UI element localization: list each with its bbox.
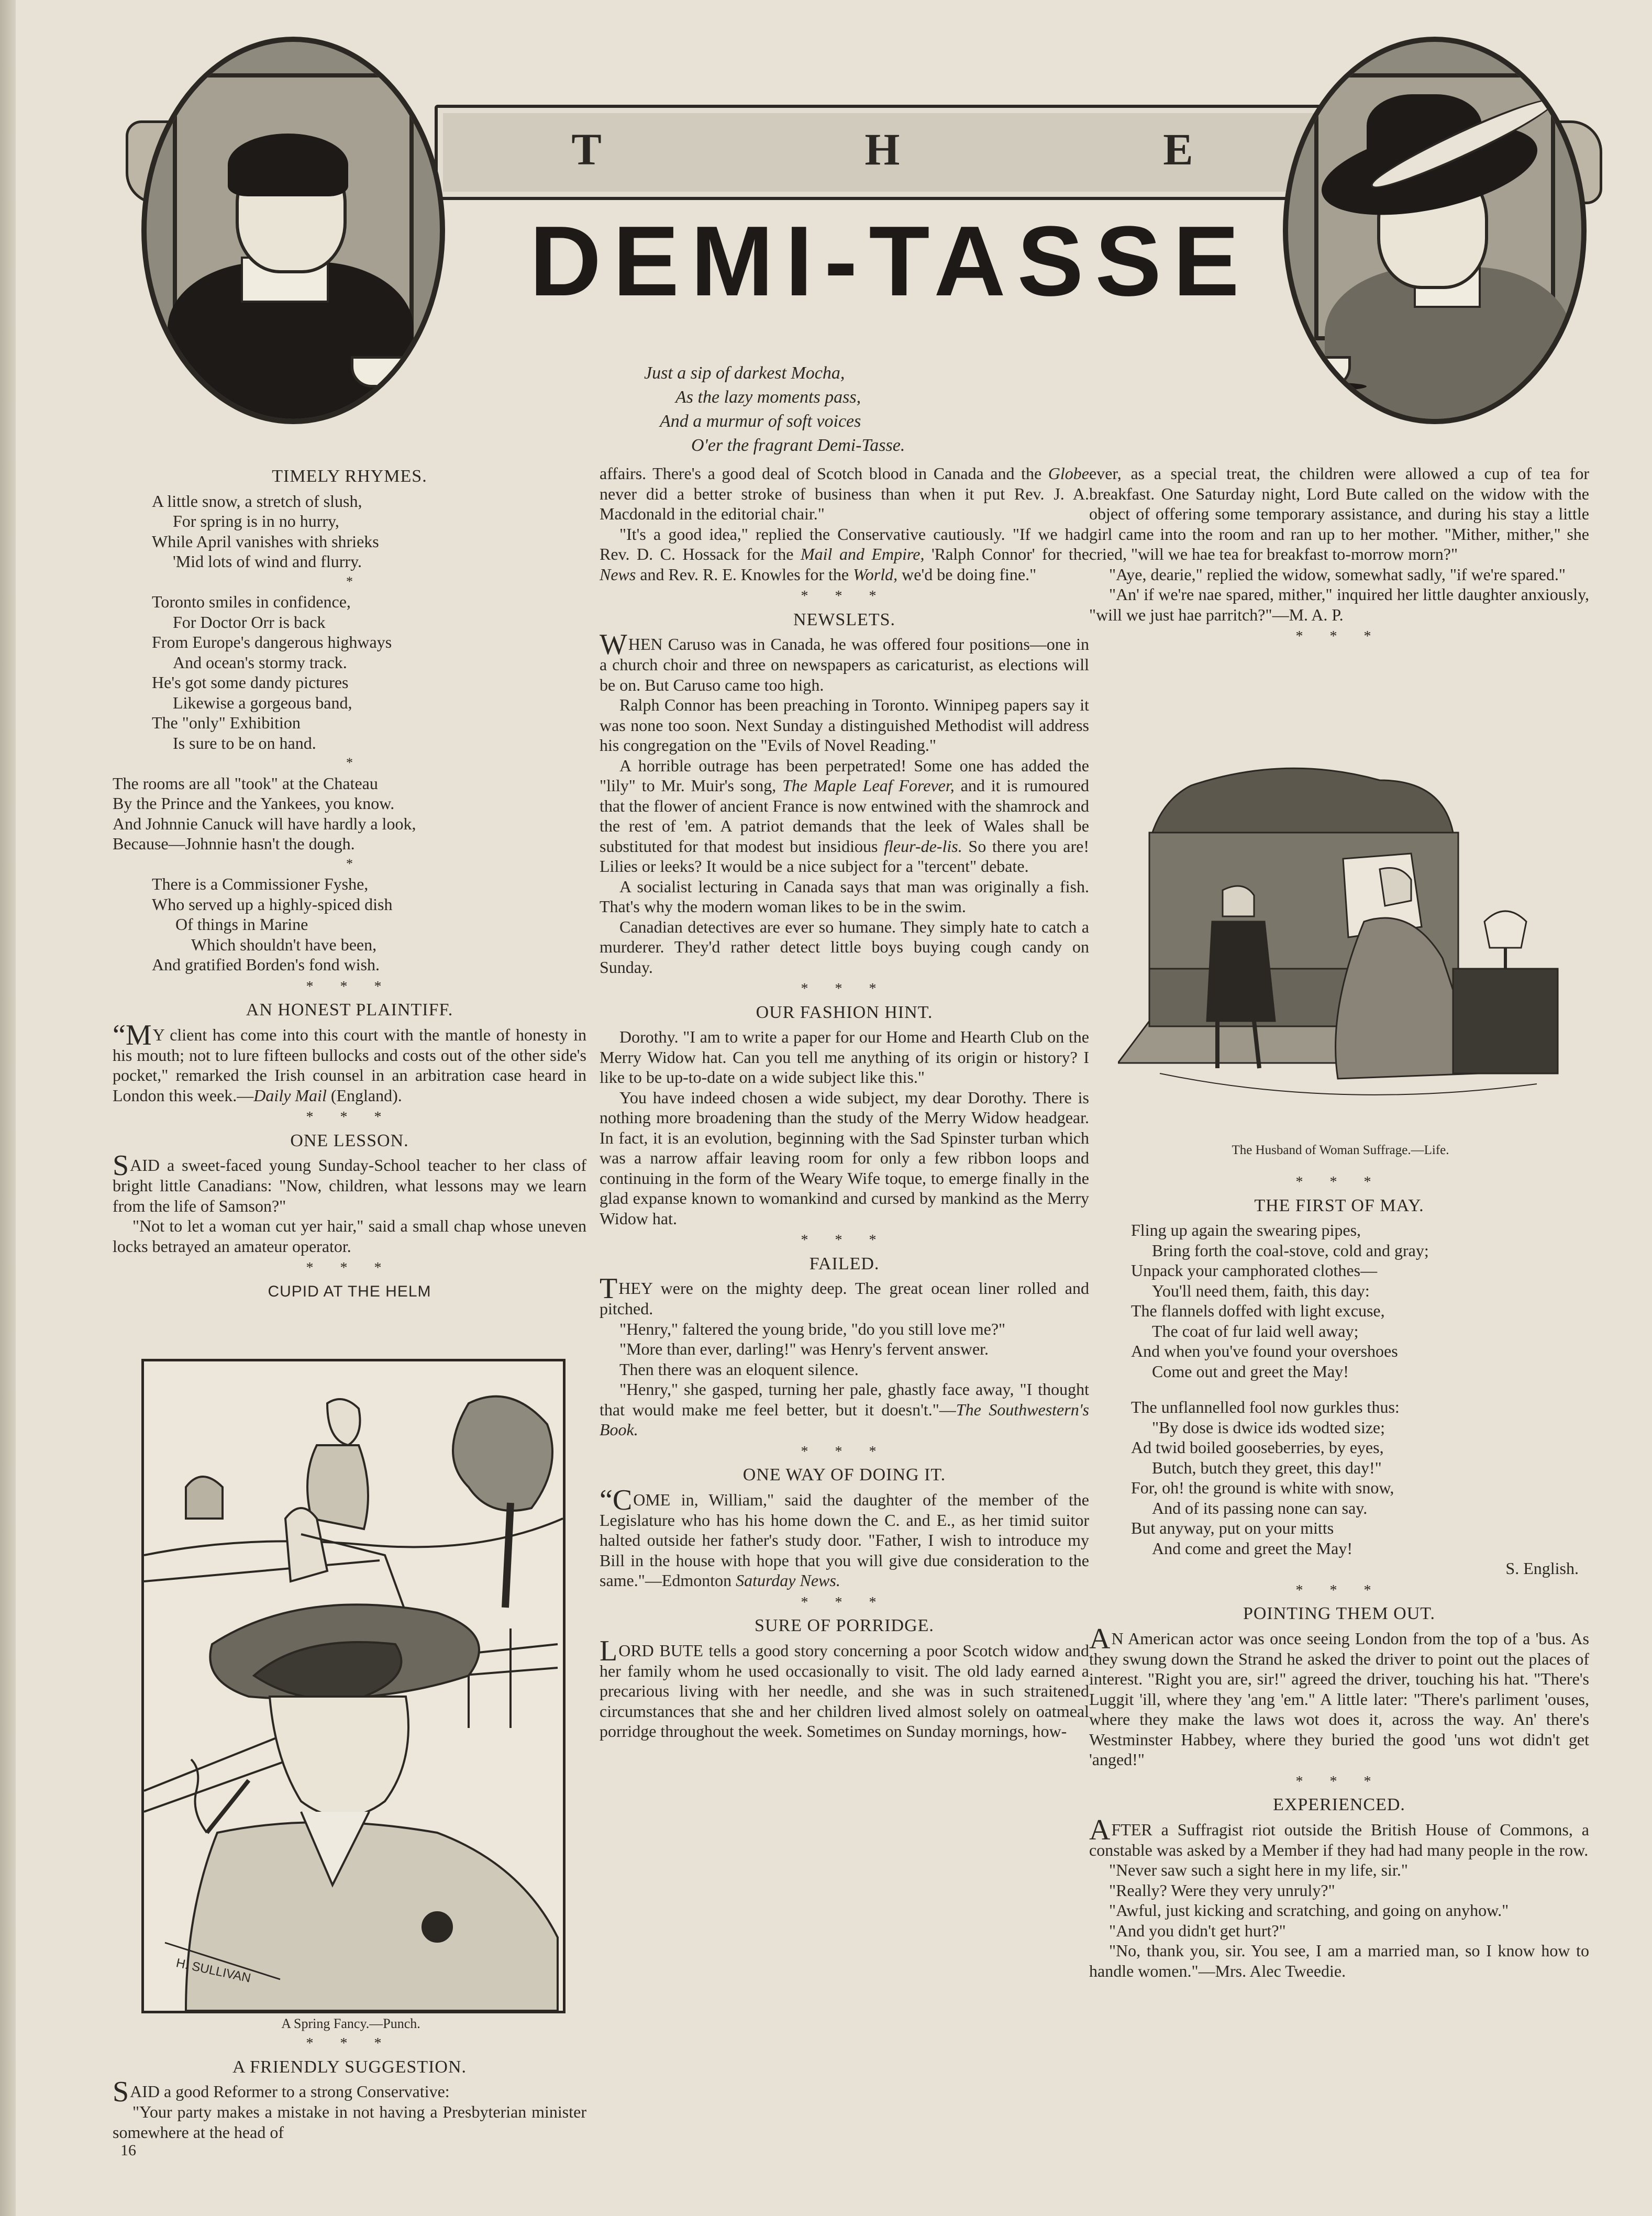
source-italic: Daily Mail xyxy=(253,1085,327,1105)
text-run: So there you are! Lilies or leeks? It would be a nice subject for a "tercent" debate. xyxy=(600,836,1089,876)
timely-rhymes-verse-2 xyxy=(113,592,586,753)
failed-heading: FAILED. xyxy=(809,1254,880,1273)
verse-line: And ocean's stormy track. xyxy=(173,652,347,672)
separator-star: * xyxy=(346,755,353,770)
letter-h: H xyxy=(864,124,911,174)
verse-line: A little snow, a stretch of slush, xyxy=(152,491,362,511)
text-run: "Henry," she gasped, turning her pale, ghastly face away, "I thought that would make me feel better, but it doesn't."— xyxy=(600,1380,1089,1419)
first-of-may-heading: THE FIRST OF MAY. xyxy=(1254,1195,1424,1215)
separator-stars: * * * xyxy=(801,1232,888,1248)
newslets-body-1 xyxy=(600,628,1089,695)
verse-line: And come and greet the May! xyxy=(1152,1538,1352,1558)
newslets-body-2: Ralph Connor has been preaching in Toronto. Winnipeg papers say it was none too soon. Next Sunday a distinguished Methodist will address his congregation on the "Evils of Novel Reading." xyxy=(600,695,1089,755)
drop-cap: A xyxy=(1089,1622,1111,1655)
verse-line: Fling up again the swearing pipes, xyxy=(1131,1221,1361,1239)
experienced-body-3: "Really? Were they very unruly?" xyxy=(1109,1880,1335,1900)
porridge-cont: ever, as a special treat, the children were allowed a cup of tea for breakfast. One Saturday night, Lord Bute called on the widow with the object of offering some temporary assistance, and during his stay a little girl came into the room and ran up to her mother. "Mither, mither," she cried, "will we hae tea for breakfast to-morrow morn?" xyxy=(1089,464,1589,563)
newslets-heading: NEWSLETS. xyxy=(793,610,896,629)
separator-stars: * * * xyxy=(306,1109,393,1125)
verse-line: You'll need them, faith, this day: xyxy=(1152,1281,1370,1300)
drop-cap: T xyxy=(600,1272,618,1305)
letter-e: E xyxy=(1163,124,1204,174)
italic-title: News xyxy=(600,564,636,584)
pointing-them-out-body xyxy=(1089,1622,1589,1770)
verse-line: For spring is in no hurry, xyxy=(173,512,339,530)
cupid-heading: CUPID AT THE HELM xyxy=(268,1282,431,1300)
verse-line: 'Mid lots of wind and flurry. xyxy=(173,552,362,571)
drop-cap: “C xyxy=(600,1483,633,1516)
separator-stars: * * * xyxy=(1295,1174,1383,1190)
failed-body-1 xyxy=(600,1272,1089,1319)
verse-line: Because—Johnnie hasn't the dough. xyxy=(113,834,355,853)
husband-of-woman-suffrage-caption: The Husband of Woman Suffrage.—Life. xyxy=(1232,1143,1449,1157)
separator-stars: * * * xyxy=(801,981,888,997)
verse-line: And when you've found your overshoes xyxy=(1131,1342,1398,1360)
timely-rhymes-verse-1 xyxy=(113,491,586,572)
column-3 xyxy=(1089,463,1589,648)
drop-cap: “M xyxy=(113,1018,152,1051)
separator-stars: * * * xyxy=(306,1260,393,1276)
column-3-bottom xyxy=(1089,1170,1589,1981)
friendly-suggestion-reply xyxy=(600,524,1089,585)
drop-cap: S xyxy=(113,1149,129,1182)
italic-title: World, xyxy=(853,564,898,584)
epigraph-line: As the lazy moments pass, xyxy=(675,387,861,407)
verse-line: The rooms are all "took" at the Chateau xyxy=(113,773,378,793)
text-run: AID a sweet-faced young Sunday-School teacher to her class of bright little Canadians: "Now, children, what lessons may we learn from the life of Samson?" xyxy=(113,1156,586,1215)
text-run: affairs. There's a good deal of Scotch blood in Canada and the xyxy=(600,464,1048,483)
text-run: OME in, William," said the daughter of the member of the Legislature who has his home down the C. and E., as her timid suitor halted outside her father's study door. "Father, I wish to introduce my Bill in the house with hope that you will give due consideration to the same."—Edmonton xyxy=(600,1490,1089,1590)
spring-fancy-illustration xyxy=(141,1359,566,2013)
separator-stars: * * * xyxy=(801,588,888,604)
separator-stars: * * * xyxy=(1295,1582,1383,1599)
verse-line: Bring forth the coal-stove, cold and gray; xyxy=(1152,1240,1429,1260)
verse-line: Butch, butch they greet, this day!" xyxy=(1152,1458,1382,1477)
verse-line: Is sure to be on hand. xyxy=(173,733,316,752)
drop-cap: W xyxy=(600,628,627,661)
first-of-may-verse-1 xyxy=(1089,1220,1589,1381)
verse-line: From Europe's dangerous highways xyxy=(152,633,392,651)
column-1-bottom xyxy=(113,2032,586,2142)
experienced-body-2: "Never saw such a sight here in my life, sir." xyxy=(1109,1860,1408,1879)
first-of-may-verse-2 xyxy=(1089,1397,1589,1558)
text-run: HEY were on the mighty deep. The great ocean liner rolled and pitched. xyxy=(600,1279,1089,1318)
fashion-hint-heading: OUR FASHION HINT. xyxy=(756,1002,933,1022)
text-run: we'd be doing fine." xyxy=(897,564,1037,584)
poem-signature: S. English. xyxy=(1505,1559,1579,1578)
woman-portrait-illustration xyxy=(1283,37,1587,424)
verse-line: But anyway, put on your mitts xyxy=(1131,1519,1334,1537)
separator-star: * xyxy=(346,573,353,589)
one-lesson-body xyxy=(113,1149,586,1216)
drop-cap: S xyxy=(113,2076,129,2108)
separator-stars: * * * xyxy=(306,2035,393,2052)
text-run: and Rev. R. E. Knowles for the xyxy=(636,564,853,584)
verse-line: The "only" Exhibition xyxy=(152,713,301,732)
porridge-body-2: "Aye, dearie," replied the widow, somewhat sadly, "if we're spared." xyxy=(1109,564,1566,584)
italic-title: The Maple Leaf Forever, xyxy=(782,776,955,795)
text-run: "It's a good idea," replied the Conservative cautiously. "If we had Rev. D. C. Hossack for the xyxy=(600,524,1089,563)
separator-stars: * * * xyxy=(1295,1773,1383,1790)
failed-body-4: Then there was an eloquent silence. xyxy=(619,1359,859,1379)
source-italic: The Southwestern's Book. xyxy=(600,1400,1090,1439)
verse-line: Toronto smiles in confidence, xyxy=(152,592,351,611)
text-run: 'Ralph Connor' for the xyxy=(924,545,1090,563)
verse-line: Unpack your camphorated clothes— xyxy=(1131,1261,1378,1280)
text-run: (England). xyxy=(326,1085,402,1105)
one-way-heading: ONE WAY OF DOING IT. xyxy=(742,1465,946,1484)
verse-line: He's got some dandy pictures xyxy=(152,673,349,692)
newslets-body-4: A socialist lecturing in Canada says that man was originally a fish. That's why the modern woman likes to be in the swim. xyxy=(600,877,1089,916)
verse-line: And Johnnie Canuck will have hardly a look, xyxy=(113,814,416,833)
sure-of-porridge-body xyxy=(600,1634,1089,1742)
verse-line: For Doctor Orr is back xyxy=(173,612,326,631)
verse-line: Come out and greet the May! xyxy=(1152,1361,1349,1381)
verse-line: The coat of fur laid well away; xyxy=(1152,1321,1359,1340)
timely-rhymes-verse-3 xyxy=(113,773,586,854)
verse-line: Of things in Marine xyxy=(175,915,308,934)
verse-line: "By dose is dwice ids wodted size; xyxy=(1152,1417,1385,1437)
separator-stars: * * * xyxy=(801,1443,888,1460)
epigraph-verse xyxy=(644,361,1168,458)
friendly-suggestion-body-2: "Your party makes a mistake in not having a Presbyterian minister somewhere at the head of xyxy=(113,2102,586,2142)
italic-title: Globe xyxy=(1048,464,1089,483)
text-run: never did a better stroke of business than when it put Rev. J. A. Macdonald in the editorial chair." xyxy=(600,484,1089,523)
verse-line: And of its passing none can say. xyxy=(1152,1498,1368,1517)
verse-line: The unflannelled fool now gurkles thus: xyxy=(1131,1398,1400,1416)
failed-body-5 xyxy=(600,1379,1089,1440)
honest-plaintiff-body xyxy=(113,1018,586,1106)
illustrator-signature: H. SULLIVAN xyxy=(174,1956,252,1986)
pointing-them-out-heading: POINTING THEM OUT. xyxy=(1243,1604,1436,1623)
verse-line: There is a Commissioner Fyshe, xyxy=(152,874,369,893)
failed-body-3: "More than ever, darling!" was Henry's fervent answer. xyxy=(619,1339,989,1358)
verse-line: For, oh! the ground is white with snow, xyxy=(1131,1478,1394,1497)
one-lesson-body-2: "Not to let a woman cut yer hair," said a small chap whose uneven locks betrayed an amateur operator. xyxy=(113,1216,586,1256)
man-portrait-illustration xyxy=(141,37,445,424)
experienced-body-1 xyxy=(1089,1813,1589,1860)
letter-t: T xyxy=(571,124,612,174)
verse-line: Who served up a highly-spiced dish xyxy=(152,894,393,914)
page-gutter xyxy=(0,0,16,2216)
experienced-body-4: "Awful, just kicking and scratching, and going on anyhow." xyxy=(1109,1901,1509,1920)
text-run: AID a good Reformer to a strong Conservative: xyxy=(130,2082,450,2101)
separator-stars: * * * xyxy=(1295,628,1383,645)
experienced-heading: EXPERIENCED. xyxy=(1273,1795,1405,1814)
husband-of-woman-suffrage-illustration xyxy=(1118,749,1563,1136)
verse-line: By the Prince and the Yankees, you know. xyxy=(113,794,395,813)
text-run: A horrible outrage has been perpetrated! Some one has added the "lily" to Mr. Muir's song, xyxy=(600,756,1089,795)
one-lesson-heading: ONE LESSON. xyxy=(290,1131,409,1150)
text-run: Y client has come into this court with the mantle of honesty in his mouth; not to lure fifteen bullocks and costs out of the other side's pocket," remarked the Irish counsel in an arbitration case heard in London this week.— xyxy=(113,1025,586,1105)
verse-line: And gratified Borden's fond wish. xyxy=(152,955,380,974)
fashion-hint-body-2: You have indeed chosen a wide subject, my dear Dorothy. There is nothing more broadening than the study of the Merry Widow headgear. In fact, it is an evolution, beginning with the Sad Spinster turban which was a narrow affair leaving room for only a few ribbon loops and continuing in the form of the Weary Wife toque, to emerge finally in the glad expanse known to womankind and cursed by mankind as the Merry Widow hat. xyxy=(600,1088,1089,1228)
text-run: and it is rumoured that the flower of ancient France is now entwined with the shamrock and the rest of 'em. A patriot demands that the leek of Wales shall be substituted for that modest but insidious xyxy=(600,776,1090,856)
friendly-suggestion-cont xyxy=(600,463,1089,524)
verse-line: Ad twid boiled gooseberries, by eyes, xyxy=(1131,1438,1384,1457)
fashion-hint-body-1: Dorothy. "I am to write a paper for our Home and Hearth Club on the Merry Widow hat. Can you tell me anything of its origin or history? I like to be up-to-date on a wide subject like this." xyxy=(600,1027,1089,1087)
separator-star: * xyxy=(346,856,353,871)
page-title: DEMI-TASSE xyxy=(529,206,1251,317)
timely-rhymes-verse-4 xyxy=(113,874,586,975)
epigraph-line: Just a sip of darkest Mocha, xyxy=(644,363,845,383)
text-run: ORD BUTE tells a good story concerning a poor Scotch widow and her family whom he used occasionally to visit. The old lady earned a precarious living with her needle, and she was in such straitened circumstances that she and her children lived almost solely on oatmeal porridge throughout the week. Sometimes on Sunday mornings, how- xyxy=(600,1641,1089,1741)
failed-body-2: "Henry," faltered the young bride, "do you still love me?" xyxy=(619,1319,1006,1338)
separator-stars: * * * xyxy=(306,978,393,995)
verse-line: The flannels doffed with light excuse, xyxy=(1131,1301,1385,1320)
epigraph-line: O'er the fragrant Demi-Tasse. xyxy=(691,436,905,455)
verse-line: While April vanishes with shrieks xyxy=(152,531,379,551)
sure-of-porridge-heading: SURE OF PORRIDGE. xyxy=(755,1616,934,1635)
banner-the xyxy=(445,123,1330,175)
separator-stars: * * * xyxy=(801,1594,888,1611)
drop-cap: A xyxy=(1089,1813,1111,1846)
italic-term: fleur-de-lis. xyxy=(884,836,962,856)
one-way-body xyxy=(600,1483,1089,1591)
honest-plaintiff-heading: AN HONEST PLAINTIFF. xyxy=(246,1000,453,1020)
timely-rhymes-heading: TIMELY RHYMES. xyxy=(272,467,427,486)
newslets-body-3 xyxy=(600,756,1089,877)
porridge-body-3: "An' if we're nae spared, mither," inquired her little daughter anxiously, "will we just hae parritch?"—M. A. P. xyxy=(1089,585,1589,624)
friendly-suggestion-body xyxy=(113,2076,586,2108)
newslets-body-5: Canadian detectives are ever so humane. They simply hate to catch a murderer. They'd rather detect little boys buying cough candy on Sunday. xyxy=(600,917,1089,977)
italic-title: Mail and Empire, xyxy=(800,545,925,563)
text-run: N American actor was once seeing London from the top of a 'bus. As they swung down the Strand he asked the driver to point out the places of interest. "Right you are, sir!" agreed the driver, touching his hat. "There's Luggit 'ill, where they 'ang 'em." A little later: "There's parliment 'ouses, where they make the laws wot does it, across the way. An' there's Westminster Habbey, where they buried the good 'uns wot didn't get 'anged!" xyxy=(1089,1628,1589,1769)
column-1 xyxy=(113,463,586,1306)
friendly-suggestion-heading: A FRIENDLY SUGGESTION. xyxy=(232,2057,467,2077)
spring-fancy-caption: A Spring Fancy.—Punch. xyxy=(281,2016,420,2031)
source-italic: Saturday News. xyxy=(736,1571,840,1590)
page-number: 16 xyxy=(120,2142,136,2159)
verse-line: Likewise a gorgeous band, xyxy=(173,693,352,712)
column-2 xyxy=(600,463,1089,1742)
verse-line: Which shouldn't have been, xyxy=(191,935,377,954)
text-run: HEN Caruso was in Canada, he was offered four positions—one in a church choir and three on newspapers as caricaturist, as elections will be on. But Caruso came too high. xyxy=(600,635,1089,694)
experienced-body-6: "No, thank you, sir. You see, I am a married man, so I know how to handle women."—Mrs. Alec Tweedie. xyxy=(1089,1941,1589,1980)
epigraph-line: And a murmur of soft voices xyxy=(660,412,861,431)
text-run: FTER a Suffragist riot outside the British House of Commons, a constable was asked by a Member if they had had many people in the row. xyxy=(1089,1820,1589,1859)
experienced-body-5: "And you didn't get hurt?" xyxy=(1109,1921,1286,1940)
drop-cap: L xyxy=(600,1634,618,1667)
masthead xyxy=(120,31,1607,455)
